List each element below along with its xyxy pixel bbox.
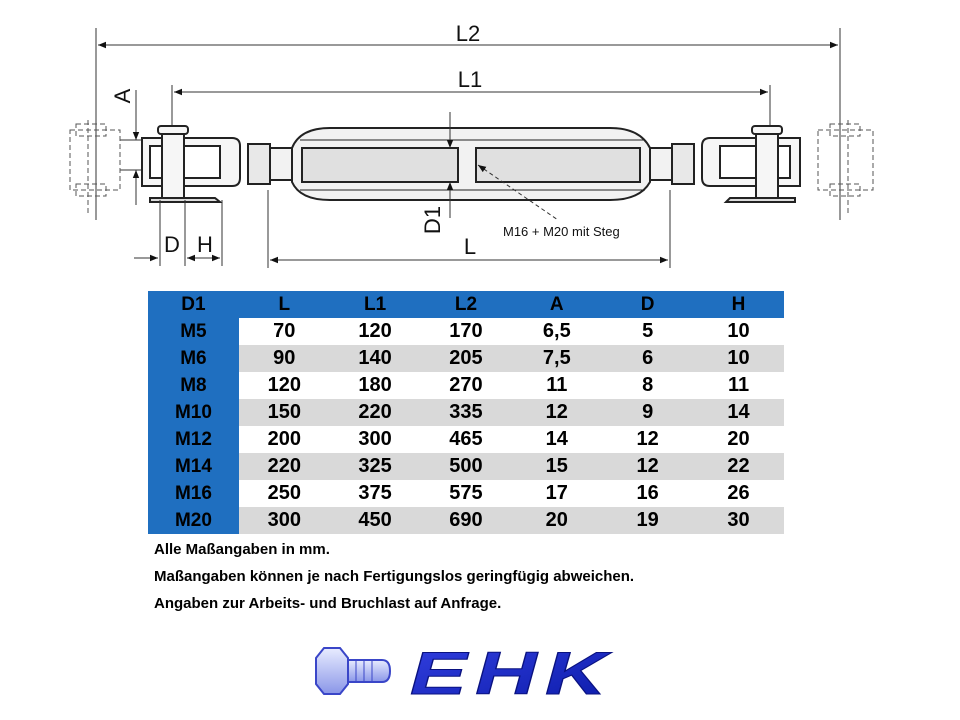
table-row (148, 453, 784, 480)
table-cell: 14 (693, 399, 784, 426)
table-cell: 500 (421, 453, 512, 480)
row-key-cell: M14 (148, 453, 239, 480)
table-cell: 11 (511, 372, 602, 399)
notes (154, 540, 634, 621)
row-key-cell: M10 (148, 399, 239, 426)
table-cell: 7,5 (511, 345, 602, 372)
table-row (148, 399, 784, 426)
table-cell: 12 (602, 426, 693, 453)
header-cell: D1 (148, 291, 239, 318)
label-l2: L2 (455, 21, 481, 46)
table-row (148, 480, 784, 507)
table-row (148, 507, 784, 534)
table-cell: 120 (239, 372, 330, 399)
right-end-ghost (818, 120, 873, 215)
table-cell: 270 (421, 372, 512, 399)
table-row (148, 426, 784, 453)
table-cell: 450 (330, 507, 421, 534)
left-fork (142, 126, 240, 202)
table-cell: 70 (239, 318, 330, 345)
table-cell: 180 (330, 372, 421, 399)
bolt-icon (316, 648, 390, 694)
header-cell: A (511, 291, 602, 318)
table-cell: 220 (239, 453, 330, 480)
note-units: Alle Maßangaben in mm. (154, 541, 330, 558)
dimensions-table (148, 291, 784, 534)
label-d: D (164, 232, 180, 257)
table-cell: 30 (693, 507, 784, 534)
label-d1: D1 (420, 205, 445, 235)
table-cell: 250 (239, 480, 330, 507)
table-header-row (148, 291, 784, 318)
table-cell: 150 (239, 399, 330, 426)
table-row (148, 318, 784, 345)
header-cell: L1 (330, 291, 421, 318)
table-cell: 335 (421, 399, 512, 426)
left-end-ghost (70, 120, 120, 215)
table-cell: 20 (511, 507, 602, 534)
note-tolerance: Maßangaben können je nach Fertigungslos geringfügig abweichen. (154, 568, 635, 585)
table-cell: 8 (602, 372, 693, 399)
row-key-cell: M20 (148, 507, 239, 534)
table-cell: 465 (421, 426, 512, 453)
table-cell: 6,5 (511, 318, 602, 345)
row-key-cell: M6 (148, 345, 239, 372)
logo-text: EHK (410, 640, 615, 706)
table-cell: 690 (421, 507, 512, 534)
table-cell: 220 (330, 399, 421, 426)
row-key-cell: M12 (148, 426, 239, 453)
ehk-logo (310, 636, 630, 706)
header-cell: D (602, 291, 693, 318)
table-cell: 10 (693, 318, 784, 345)
callout-text: M16 + M20 mit Steg (503, 224, 620, 239)
label-l1: L1 (457, 67, 483, 92)
turnbuckle-drawing (0, 0, 960, 280)
header-cell: L (239, 291, 330, 318)
right-fork (702, 126, 800, 202)
table-cell: 205 (421, 345, 512, 372)
header-cell: H (693, 291, 784, 318)
table-cell: 375 (330, 480, 421, 507)
table-cell: 300 (330, 426, 421, 453)
left-nut (248, 144, 292, 184)
table-cell: 17 (511, 480, 602, 507)
table-cell: 325 (330, 453, 421, 480)
table-cell: 90 (239, 345, 330, 372)
table-cell: 19 (602, 507, 693, 534)
note-load: Angaben zur Arbeits- und Bruchlast auf Anfrage. (154, 595, 502, 612)
right-nut (650, 144, 694, 184)
table-cell: 140 (330, 345, 421, 372)
table-cell: 14 (511, 426, 602, 453)
table-cell: 170 (421, 318, 512, 345)
table-cell: 22 (693, 453, 784, 480)
table-cell: 120 (330, 318, 421, 345)
table-row (148, 345, 784, 372)
table-cell: 10 (693, 345, 784, 372)
table-cell: 16 (602, 480, 693, 507)
table-cell: 575 (421, 480, 512, 507)
table-cell: 12 (511, 399, 602, 426)
table-cell: 12 (602, 453, 693, 480)
table-row (148, 372, 784, 399)
table-cell: 200 (239, 426, 330, 453)
table-cell: 26 (693, 480, 784, 507)
table-cell: 300 (239, 507, 330, 534)
turnbuckle-body (292, 128, 650, 200)
table-cell: 15 (511, 453, 602, 480)
label-a: A (110, 88, 135, 104)
table-cell: 6 (602, 345, 693, 372)
table-cell: 5 (602, 318, 693, 345)
row-key-cell: M8 (148, 372, 239, 399)
header-cell: L2 (421, 291, 512, 318)
row-key-cell: M16 (148, 480, 239, 507)
table-cell: 9 (602, 399, 693, 426)
table-cell: 11 (693, 372, 784, 399)
label-l: L (463, 234, 477, 259)
label-h: H (197, 232, 213, 257)
row-key-cell: M5 (148, 318, 239, 345)
table-cell: 20 (693, 426, 784, 453)
